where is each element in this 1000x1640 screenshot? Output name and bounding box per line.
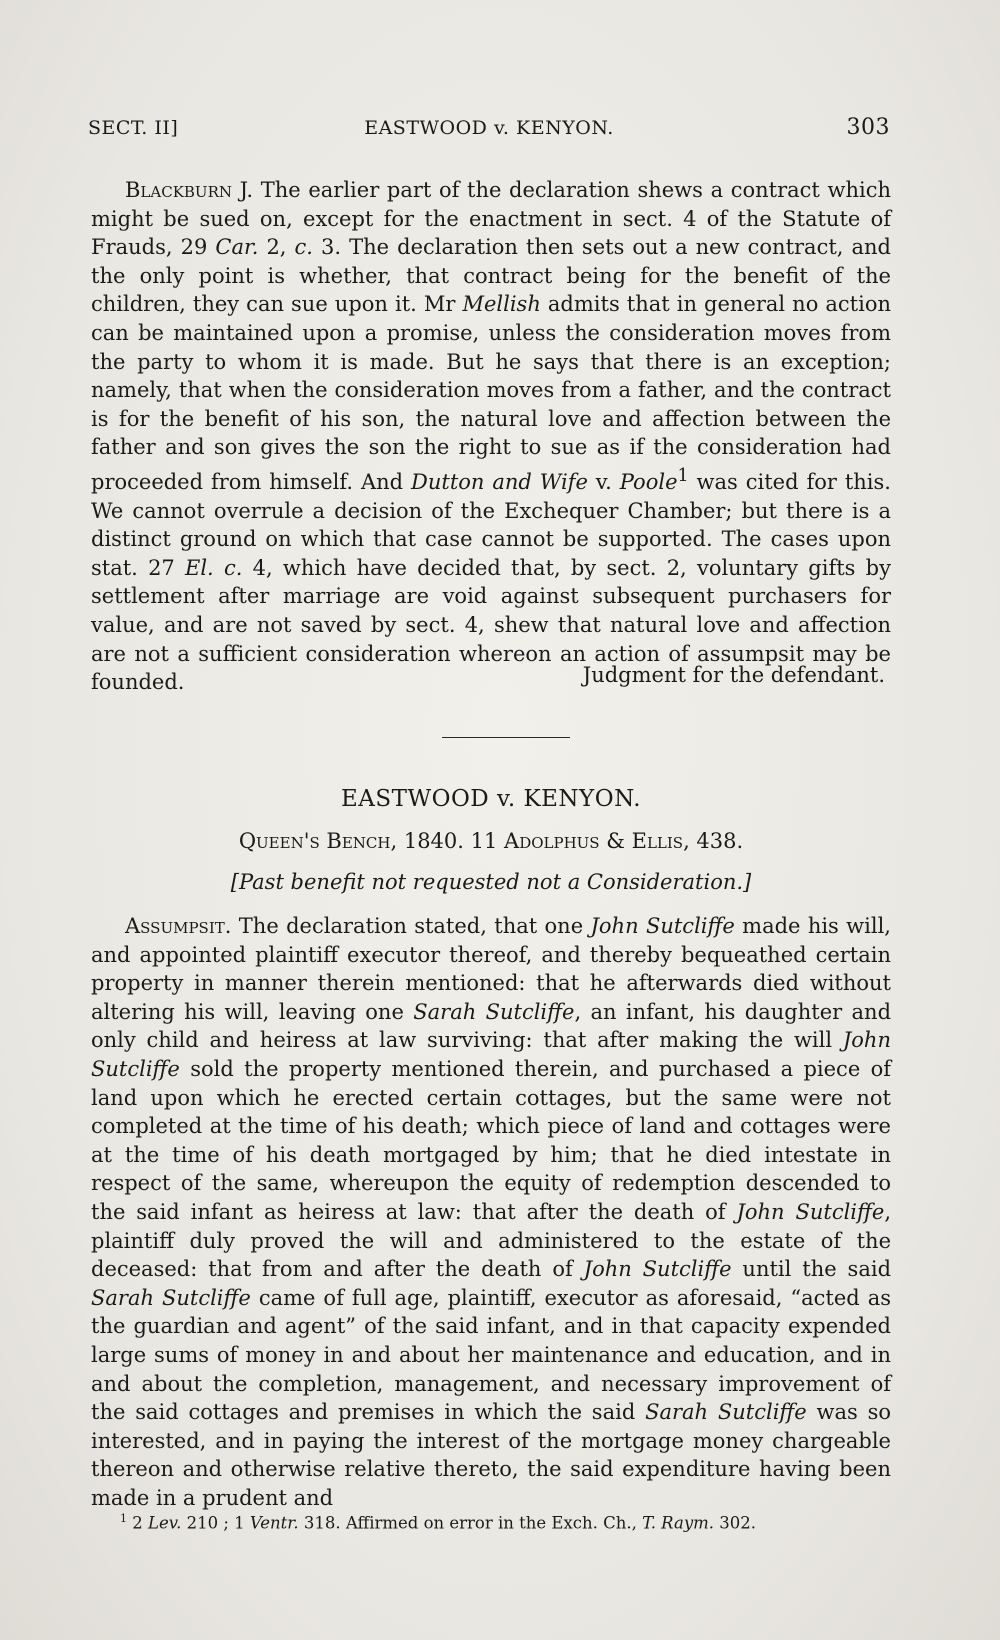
italic-run: Ventr. <box>249 1513 299 1533</box>
italic-run: John Sutcliffe <box>590 914 735 938</box>
text-run: , an infant, his daughter and only child and heiress at law surviving: that after making the will <box>91 999 892 1053</box>
running-header <box>88 115 890 149</box>
italic-run: c. <box>294 235 313 260</box>
text-run: admits that in general no action can be maintained upon a promise, unless the consideration moves from the party to whom it is made. But he says that there is an exception; namely, that when the consideration moves from a father, and the contract is for the benefit of his son, the natural love and affection between the father and son gives the son the right to sue as if the consideration had proceeded from himself. And <box>91 292 891 494</box>
page-number: 303 <box>846 115 890 140</box>
opinion-paragraph <box>91 176 891 697</box>
italic-run: Sarah Sutcliffe <box>91 1285 251 1310</box>
italic-run: El. c. <box>185 555 243 580</box>
italic-run: Sarah Sutcliffe <box>413 999 575 1024</box>
text-run: v. <box>587 469 620 494</box>
text-run: made his will, and appointed plaintiff executor thereof, and thereby bequeathed certain property in manner therein mentioned: that he afterwards died without altering his will, leaving one <box>91 914 891 1024</box>
headnote: [Past benefit not requested not a Consideration.] <box>230 870 752 894</box>
text-run: 318. Affirmed on error in the Exch. Ch., <box>298 1513 643 1533</box>
text-run: 2 <box>127 1513 148 1533</box>
text-run: came of full age, plaintiff, executor as aforesaid, “acted as the guardian and agent” of the said infant, and in that capacity expended large sums of money in and about her maintenance and education, and in and about the completion, management, and necessary improvement of the said cottages and premises in which the said <box>91 1285 891 1425</box>
running-title: EASTWOOD v. KENYON. <box>364 117 614 139</box>
judge-name: Blackburn J. <box>125 178 254 202</box>
text-run: , plaintiff duly proved the will and administered to the estate of the deceased: that from and after the death of <box>91 1199 892 1282</box>
footnote-mark: 1 <box>120 1512 127 1525</box>
judgment-text: Judgment for the defendant. <box>582 663 885 687</box>
italic-run: Sarah Sutcliffe <box>645 1400 807 1425</box>
text-run: The declaration stated, that one <box>231 914 591 938</box>
italic-run: Mellish <box>462 292 541 317</box>
text-run: 3. The declaration then sets out a new contract, and the only point is whether, that contract being for the benefit of the children, they can sue upon it. Mr <box>91 235 891 317</box>
text-run: sold the property mentioned therein, and purchased a piece of land upon which he erected certain cottages, but the same were not completed at the time of his death; which piece of land and cottages were at the time of his death mortgaged by him; that he died intestate in respect of the same, whereupon the equity of redemption descended to the said infant as heiress at law: that after the death of <box>91 1056 891 1224</box>
italic-run: John Sutcliffe <box>736 1199 885 1224</box>
lead-word: Assumpsit. <box>125 914 232 938</box>
declaration-paragraph <box>91 912 891 1512</box>
italic-run: Poole <box>619 469 678 494</box>
text-run: 210 ; 1 <box>181 1513 250 1533</box>
text-run: 2, <box>258 235 295 260</box>
italic-run: Dutton and Wife <box>411 469 588 494</box>
italic-run: Lev. <box>148 1513 182 1533</box>
text-run: 302. <box>714 1513 757 1533</box>
text-run: The earlier part of the declaration shews a contract which might be sued on, except for the enactment in sect. 4 of the Statute of Frauds, 29 <box>91 178 891 260</box>
footnote <box>120 1508 900 1535</box>
case-title: EASTWOOD v. KENYON. <box>340 786 642 812</box>
text-run: until the said <box>731 1257 892 1282</box>
text-run: was cited for this. We cannot overrule a decision of the Exchequer Chamber; but there is a distinct ground on which that case cannot be supported. The cases upon stat. 27 <box>91 469 891 580</box>
section-label: SECT. II] <box>88 117 179 139</box>
footnote-reference: 1 <box>677 465 689 486</box>
section-divider <box>442 737 570 738</box>
italic-run: T. Raym. <box>642 1513 715 1533</box>
italic-run: Car. <box>215 235 259 260</box>
italic-run: John Sutcliffe <box>91 1028 891 1081</box>
text-run: 4, which have decided that, by sect. 2, voluntary gifts by settlement after marriage are void against subsequent purchasers for value, and are not saved by sect. 4, shew that natural love and affection are not a sufficient consideration whereon an action of assumpsit may be founded. <box>91 555 891 695</box>
italic-run: John Sutcliffe <box>583 1257 732 1282</box>
judgment-line <box>91 663 891 687</box>
text-run: was so interested, and in paying the interest of the mortgage money chargeable thereon and otherwise relative thereto, the said expenditure having been made in a prudent and <box>91 1400 892 1510</box>
court-citation: Queen's Bench, 1840. 11 Adolphus & Ellis, 438. <box>238 829 744 853</box>
